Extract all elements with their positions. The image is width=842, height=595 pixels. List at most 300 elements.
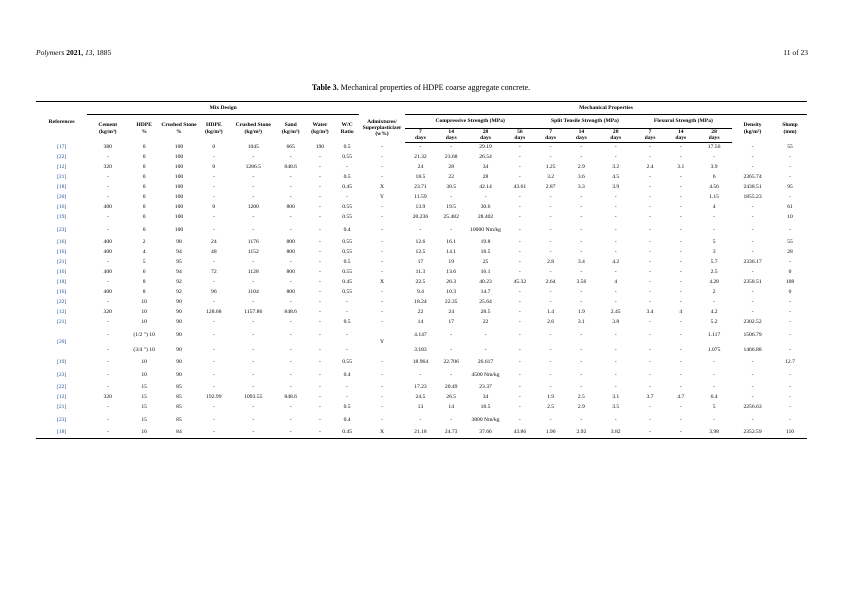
table-cell: 22 (482, 319, 489, 326)
col-flex-7: 7 days (635, 129, 666, 143)
table-cell: 17.23 (414, 384, 427, 391)
table-cell: - (318, 359, 321, 366)
table-cell: - (318, 299, 321, 306)
table-cell: - (381, 204, 383, 211)
table-cell: - (518, 299, 521, 306)
table-cell: 100 (174, 226, 184, 233)
table-cell: 19.8 (480, 239, 491, 246)
table-cell: 3.9 (710, 164, 718, 171)
table-cell: - (549, 384, 552, 391)
reference-link[interactable]: [20] (56, 194, 67, 201)
table-cell: - (679, 331, 682, 338)
table-cell: - (289, 259, 292, 266)
table-cell: 85 (176, 416, 182, 423)
table-cell: - (789, 174, 791, 181)
table-cell: 4.5 (612, 174, 620, 181)
table-cell: - (381, 309, 383, 316)
table-cell: - (614, 346, 617, 353)
table-row (36, 173, 807, 183)
table-cell: - (614, 249, 617, 256)
table-cell: 13.9 (415, 204, 426, 211)
table-cell: 0.55 (342, 204, 352, 211)
table-cell: 55 (787, 144, 793, 151)
table-cell: - (289, 404, 292, 411)
table-row (36, 153, 807, 163)
reference-link[interactable]: [22] (56, 384, 67, 391)
table-cell: 0.4 (343, 226, 351, 233)
table-cell: - (679, 384, 682, 391)
table-cell: - (751, 299, 754, 306)
table-cell: - (549, 359, 552, 366)
table-cell: - (381, 249, 383, 256)
table-cell: 4.7 (677, 394, 685, 401)
table-cell: 40.23 (479, 279, 492, 286)
table-cell: - (751, 144, 754, 151)
table-cell: - (484, 194, 487, 201)
table-cell: - (212, 331, 215, 338)
table-cell: 848.6 (284, 164, 297, 171)
table-cell: 92 (176, 289, 182, 296)
table-cell: - (106, 404, 109, 411)
table-cell: - (106, 226, 109, 233)
table-cell: 96 (211, 289, 217, 296)
table-cell: - (419, 144, 422, 151)
table-cell: - (751, 416, 754, 423)
table-cell: 14 (417, 319, 424, 326)
table-cell: - (649, 384, 651, 391)
table-cell: - (289, 154, 292, 161)
table-cell: - (318, 249, 321, 256)
reference-link[interactable]: [16] (56, 249, 67, 256)
table-cell: - (289, 279, 292, 286)
table-cell: - (381, 384, 383, 391)
table-cell: 108 (785, 279, 795, 286)
table-cell: 3.82 (597, 428, 635, 439)
table-cell: - (789, 299, 791, 306)
reference-link[interactable]: [19] (56, 214, 67, 221)
table-cell: - (106, 299, 109, 306)
table-cell: 23.68 (444, 154, 458, 161)
table-cell: - (518, 269, 521, 276)
table-row (36, 163, 807, 173)
table-cell: 0.45 (342, 279, 352, 286)
table-cell: X (379, 184, 385, 191)
table-cell: 3.56 (576, 279, 587, 286)
table-cell: - (614, 331, 617, 338)
table-cell: - (649, 416, 651, 423)
table-row (36, 358, 807, 368)
table-cell: - (318, 279, 321, 286)
table-cell: - (649, 404, 651, 411)
table-cell: Y (379, 194, 385, 201)
table-cell: - (252, 359, 255, 366)
table-cell: - (789, 194, 791, 201)
table-cell: - (212, 174, 215, 181)
table-cell: - (106, 346, 109, 353)
reference-link[interactable]: [23] (56, 371, 67, 378)
table-cell: - (305, 428, 336, 439)
table-cell: - (518, 394, 521, 401)
table-cell: - (751, 154, 754, 161)
table-cell: - (580, 289, 583, 296)
table-cell: - (789, 371, 791, 378)
table-cell: - (789, 384, 791, 391)
table-cell: 0 (788, 269, 792, 276)
table-cell: - (289, 319, 292, 326)
table-cell: - (381, 259, 383, 266)
table-cell: 4 (712, 204, 716, 211)
table-cell: 4.2 (612, 259, 620, 266)
table-cell: 16.1 (480, 269, 491, 276)
table-cell: - (318, 259, 321, 266)
table-cell: - (346, 394, 349, 401)
table-cell: 0 (142, 174, 146, 181)
table-cell: - (277, 428, 305, 439)
table-cell: - (789, 154, 791, 161)
reference-link[interactable]: [16] (56, 239, 67, 246)
table-cell: - (679, 359, 682, 366)
table-cell: - (549, 194, 552, 201)
table-cell: - (381, 299, 383, 306)
col-sand: Sand (kg/m³) (281, 122, 300, 135)
table-cell: - (252, 299, 255, 306)
reference-link[interactable]: [21] (56, 319, 67, 326)
table-cell: - (580, 331, 583, 338)
table-cell: - (614, 214, 617, 221)
table-cell: 19 (448, 259, 454, 266)
table-cell: - (106, 331, 109, 338)
table-cell: - (518, 259, 521, 266)
table-cell: - (381, 144, 383, 151)
table-cell: - (381, 319, 383, 326)
table-cell: - (713, 384, 716, 391)
table-cell: 1093.55 (244, 394, 263, 401)
table-cell: - (289, 299, 292, 306)
table-cell: - (614, 269, 617, 276)
table-cell: 4.2 (710, 309, 718, 316)
table-cell: 128.68 (206, 309, 222, 316)
table-cell: - (751, 384, 754, 391)
reference-link[interactable]: [18] (36, 428, 87, 439)
table-cell: 800 (286, 249, 295, 256)
table-cell: - (580, 416, 583, 423)
table-cell: - (679, 154, 682, 161)
table-cell: - (450, 331, 453, 338)
table-cell: - (649, 249, 651, 256)
table-cell: - (580, 214, 583, 221)
table-cell: 85 (176, 394, 182, 401)
table-cell: - (450, 416, 453, 423)
table-cell: - (212, 259, 215, 266)
table-cell: - (549, 226, 552, 233)
table-cell: - (518, 174, 521, 181)
table-cell: 4 (679, 309, 683, 316)
table-cell: 11.3 (415, 269, 426, 276)
col-comp-7: 7 days (405, 129, 436, 143)
table-cell: 1.075 (707, 346, 721, 353)
col-slump: Slump (mm) (782, 122, 798, 135)
table-cell: - (679, 204, 682, 211)
table-cell: 26.3 (446, 279, 457, 286)
table-row (36, 258, 807, 268)
reference-link[interactable]: [21] (56, 259, 67, 266)
table-row (36, 183, 807, 193)
table-cell: - (580, 249, 583, 256)
table-row (36, 403, 807, 413)
table-cell: 90 (176, 299, 182, 306)
table-cell: - (580, 371, 583, 378)
table-cell: - (580, 226, 583, 233)
table-cell: 2.5 (710, 269, 718, 276)
table-cell: 5.2 (710, 319, 718, 326)
table-cell: - (346, 346, 349, 353)
table-cell: - (381, 394, 383, 401)
table-cell: 34 (482, 394, 489, 401)
table-cell: - (713, 154, 716, 161)
table-cell: 100 (174, 164, 184, 171)
table-cell: - (751, 214, 754, 221)
table-cell: - (751, 309, 754, 316)
table-cell: - (346, 309, 349, 316)
col-flex-14: 14 days (665, 129, 696, 143)
table-cell: - (518, 346, 521, 353)
table-cell: 15 (141, 384, 147, 391)
table-cell: - (381, 416, 383, 423)
table-cell: 48 (211, 249, 217, 256)
table-cell: - (679, 404, 682, 411)
table-cell: 0.55 (342, 289, 352, 296)
table-cell: - (106, 214, 109, 221)
table-cell: - (252, 384, 255, 391)
table-cell: 18.5 (415, 174, 426, 181)
table-cell: 10 (141, 309, 147, 316)
table-cell: - (635, 428, 666, 439)
reference-link[interactable]: [12] (56, 394, 67, 401)
reference-link[interactable]: [18] (56, 184, 67, 191)
table-cell: 4 (614, 279, 618, 286)
table-cell: 800 (286, 239, 295, 246)
table-cell: - (252, 214, 255, 221)
table-cell: - (106, 384, 109, 391)
journal-year: 2021, (66, 48, 84, 57)
table-cell: 1506.79 (743, 331, 762, 338)
table-cell: - (649, 214, 651, 221)
table-cell: - (212, 184, 215, 191)
reference-link[interactable]: [21] (56, 404, 67, 411)
table-cell: 3.5 (612, 404, 620, 411)
table-cell: - (289, 194, 292, 201)
table-cell: 94 (176, 249, 182, 256)
table-cell: - (549, 371, 552, 378)
table-cell: 3800 Nm/kg (471, 416, 500, 423)
table-cell: 0.4 (343, 416, 351, 423)
table-cell: 2365.74 (743, 174, 762, 181)
table-cell: - (580, 204, 583, 211)
table-cell: - (484, 331, 487, 338)
table-cell: 2.8 (547, 259, 555, 266)
table-cell: - (252, 154, 255, 161)
table-cell: - (289, 384, 292, 391)
table-cell: 5 (712, 239, 716, 246)
table-cell: 85 (176, 404, 182, 411)
table-cell: - (679, 279, 682, 286)
table-cell: 100 (174, 194, 184, 201)
table-cell: - (789, 319, 791, 326)
table-cell: 4 (142, 249, 146, 256)
table-cell: - (212, 194, 215, 201)
table-cell: 0.5 (343, 404, 351, 411)
col-hdpe-pct: HDPE % (136, 122, 152, 135)
table-cell: 85 (176, 384, 182, 391)
table-cell: - (346, 331, 349, 338)
table-cell: - (212, 299, 215, 306)
col-split-7: 7 days (535, 129, 566, 143)
table-cell: 24 (211, 239, 217, 246)
reference-link[interactable]: [17] (56, 144, 67, 151)
reference-link[interactable]: [20] (56, 339, 67, 346)
table-cell: 19.5 (446, 204, 457, 211)
table-cell: - (713, 299, 716, 306)
table-cell: - (614, 371, 617, 378)
table-cell: - (649, 174, 651, 181)
table-cell: 10 (141, 359, 147, 366)
table-cell: 0.55 (342, 239, 352, 246)
table-cell: 2256.63 (743, 404, 762, 411)
table-cell: - (212, 279, 215, 286)
table-cell: 2438.51 (743, 184, 762, 191)
table-cell: - (649, 144, 651, 151)
table-cell: - (318, 214, 321, 221)
table-cell: 20.49 (444, 384, 458, 391)
table-cell: 25.64 (479, 299, 492, 306)
table-cell: 18.5 (480, 249, 491, 256)
table-cell: - (252, 346, 255, 353)
table-cell: - (346, 194, 349, 201)
table-cell: - (212, 404, 215, 411)
reference-link[interactable]: [22] (56, 299, 67, 306)
reference-link[interactable]: [19] (56, 359, 67, 366)
table-cell: 380 (103, 144, 112, 151)
table-cell: 3.8 (612, 319, 620, 326)
table-cell: 90 (176, 346, 182, 353)
table-cell: 3.183 (414, 346, 427, 353)
table-cell: 0.55 (342, 214, 352, 221)
table-cell: 23.71 (414, 184, 427, 191)
table-cell: 2.5 (547, 404, 555, 411)
table-cell: 665 (286, 144, 295, 151)
table-cell: - (679, 239, 682, 246)
reference-link[interactable]: [16] (56, 269, 67, 276)
table-cell: - (318, 416, 321, 423)
table-cell: 2.9 (577, 164, 585, 171)
table-cell: 30.6 (480, 204, 491, 211)
table-cell: 848.6 (284, 309, 297, 316)
table-cell: 3.7 (646, 394, 654, 401)
col-comp-28: 28 days (467, 129, 505, 143)
table-cell: 0 (788, 289, 792, 296)
table-cell: - (450, 346, 453, 353)
table-cell: - (106, 184, 109, 191)
table-cell: - (484, 346, 487, 353)
table-cell: - (679, 174, 682, 181)
table-cell: 400 (103, 289, 112, 296)
table-cell: Y (379, 339, 385, 346)
table-cell: - (419, 226, 422, 233)
table-cell: 22 (448, 174, 454, 181)
table-cell: - (289, 174, 292, 181)
reference-link[interactable]: [22] (56, 154, 67, 161)
table-cell: 6.4 (710, 394, 718, 401)
table-cell: - (450, 226, 453, 233)
table-row (36, 278, 807, 288)
table-cell: - (289, 226, 292, 233)
table-cell: - (518, 239, 521, 246)
table-cell: 0.55 (342, 249, 352, 256)
table-cell: - (518, 214, 521, 221)
table-cell: 9.4 (416, 289, 424, 296)
table-cell: - (549, 249, 552, 256)
table-cell: 4.28 (709, 279, 719, 286)
table-cell: 100 (174, 174, 184, 181)
table-cell: - (549, 239, 552, 246)
table-cell: 848.6 (284, 394, 297, 401)
table-cell: 43.86 (504, 428, 535, 439)
table-cell: 1157.86 (244, 309, 263, 316)
table-cell: 2.64 (545, 279, 556, 286)
table-cell: - (649, 359, 651, 366)
table-cell: - (789, 259, 791, 266)
col-comp-14: 14 days (436, 129, 467, 143)
table-cell: - (212, 384, 215, 391)
table-cell: - (649, 226, 651, 233)
table-cell: - (212, 319, 215, 326)
table-cell: - (212, 359, 215, 366)
table-cell: - (318, 154, 321, 161)
reference-link[interactable]: [18] (56, 279, 67, 286)
table-cell: - (518, 204, 521, 211)
caption-label: Table 3. (311, 83, 339, 92)
table-cell: - (381, 371, 383, 378)
table-cell: - (106, 194, 109, 201)
table-cell: 100 (174, 214, 184, 221)
table-cell: 0 (142, 154, 146, 161)
reference-link[interactable]: [12] (56, 309, 67, 316)
table-cell: 10 (141, 371, 147, 378)
reference-link[interactable]: [23] (56, 226, 67, 233)
table-cell: - (649, 269, 651, 276)
table-cell: - (649, 239, 651, 246)
table-cell: 28 (482, 174, 489, 181)
table-cell: - (252, 404, 255, 411)
table-cell: 26.54 (479, 154, 492, 161)
reference-link[interactable]: [23] (56, 416, 67, 423)
table-cell: 11.59 (414, 194, 427, 201)
reference-link[interactable]: [16] (56, 289, 67, 296)
reference-link[interactable]: [21] (56, 174, 67, 181)
reference-link[interactable]: [16] (56, 204, 67, 211)
table-cell: 34 (482, 164, 489, 171)
reference-link[interactable]: [12] (56, 164, 67, 171)
table-cell: 110 (773, 428, 807, 439)
table-cell: 2302.52 (743, 319, 762, 326)
table-cell: 25 (482, 259, 489, 266)
table-cell: 21.32 (414, 154, 427, 161)
table-cell: - (518, 194, 521, 201)
table-cell: 21.18 (405, 428, 436, 439)
table-cell: 1.4 (547, 309, 555, 316)
table-cell: - (518, 319, 521, 326)
table-cell: - (87, 428, 128, 439)
